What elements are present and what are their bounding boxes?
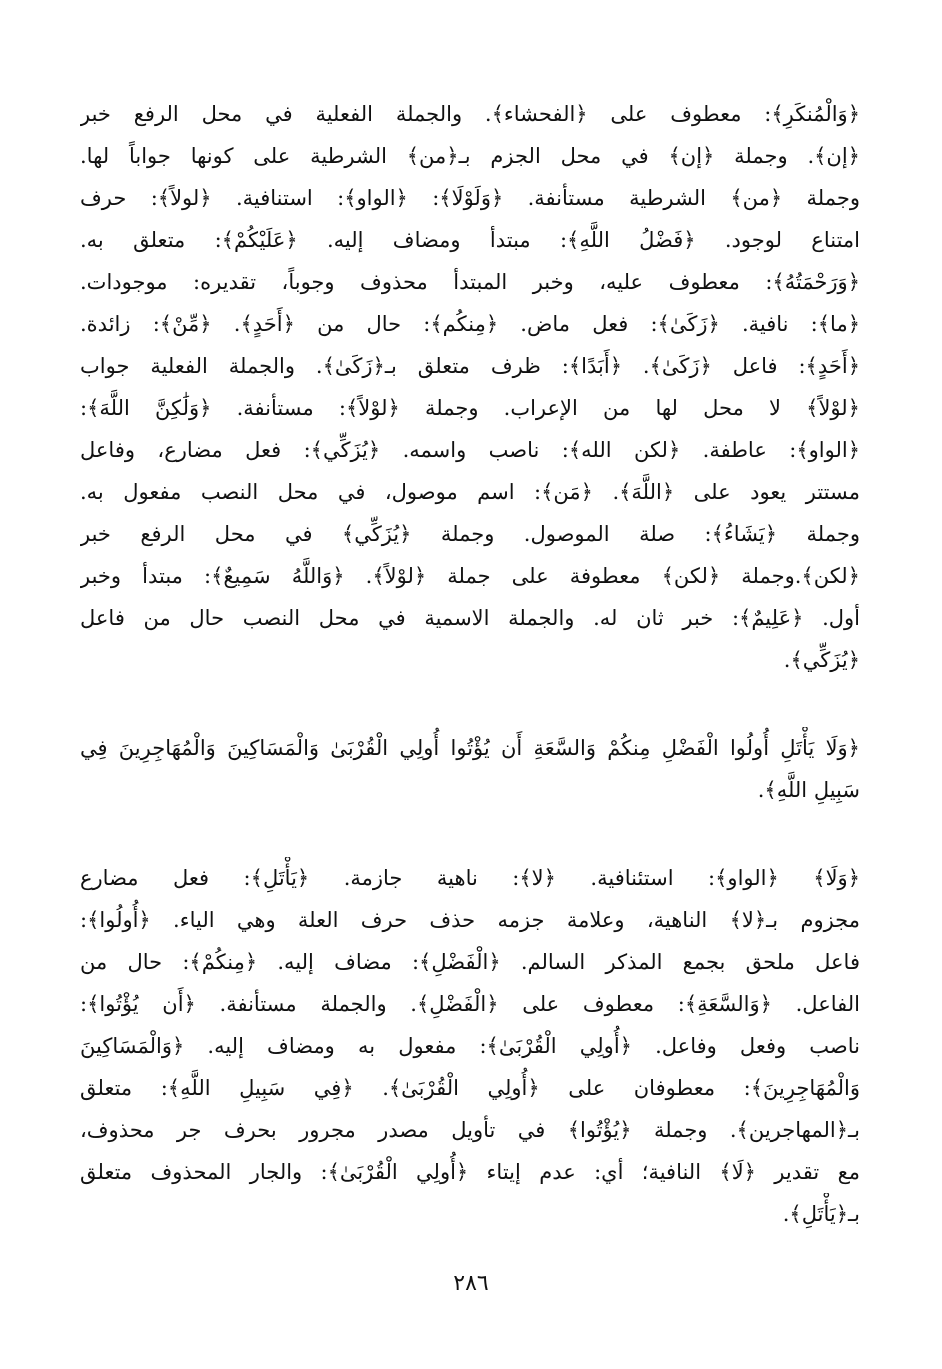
text-line: وجملة ﴿من﴾ الشرطية مستأنفة. ﴿وَلَوْلَا﴾: ﴿الواو﴾: استنافية. ﴿لولاً﴾: حرف (80, 186, 860, 210)
text-line: ﴿أَحَدٍ﴾: فاعل ﴿زَكَىٰ﴾. ﴿أَبَدًا﴾: ظرف متعلق بـ﴿زَكَىٰ﴾. والجملة الفعلية جواب (80, 354, 860, 378)
text-line: ﴿وَرَحْمَتُهُ﴾: معطوف عليه، وخبر المبتدأ محذوف وجوباً، تقديره: موجودات. (80, 270, 860, 294)
text-line: ﴿ما﴾: نافية. ﴿زَكَىٰ﴾: فعل ماض. ﴿مِنكُم﴾: حال من ﴿أَحَدٍ﴾. ﴿مِّنْ﴾: زائدة. (80, 312, 860, 336)
text-line: ﴿يُزَكِّي﴾. (783, 648, 860, 672)
verse-line: سَبِيلِ اللَّهِ﴾. (757, 778, 860, 802)
grammar-analysis-paragraph-2 (80, 857, 860, 1235)
text-line: ﴿وَالْمُنكَرِ﴾: معطوف على ﴿الفحشاء﴾. والجملة الفعلية في محل الرفع خبر (80, 102, 860, 126)
text-line: مجزوم بـ﴿لا﴾ الناهية، وعلامة جزمه حذف حرف العلة وهي الياء. ﴿أُولُوا﴾: (80, 908, 860, 932)
text-line: فاعل ملحق بجمع المذكر السالم. ﴿الْفَضْلِ﴾: مضاف إليه. ﴿مِنكُمْ﴾: حال من (80, 950, 860, 974)
text-line: امتناع لوجود. ﴿فَضْلُ اللَّهِ﴾: مبتدأ ومضاف إليه. ﴿عَلَيْكُمْ﴾: متعلق به. (80, 228, 860, 252)
text-line: ﴿الواو﴾: عاطفة. ﴿لكن الله﴾: ناصب واسمه. ﴿يُزَكِّي﴾: فعل مضارع، وفاعل (80, 438, 860, 462)
text-line: وَالْمُهَاجِرِينَ﴾: معطوفان على ﴿أُولِي الْقُرْبَىٰ﴾. ﴿فِي سَبِيلِ اللَّهِ﴾: متعلق (80, 1076, 860, 1100)
quran-verse (80, 727, 860, 811)
text-line: ﴿لوْلاً﴾ لا محل لها من الإعراب. وجملة ﴿لوْلاً﴾: مستأنفة. ﴿وَلَٰكِنَّ اللَّهَ﴾: (80, 396, 860, 420)
text-line: بـ﴿المهاجرين﴾. وجملة ﴿يُؤْتُوا﴾ في تأويل مصدر مجرور بحرف جر محذوف، (80, 1118, 860, 1142)
text-line: مع تقدير ﴿لَا﴾ النافية؛ أي: عدم إيتاء ﴿أُولِي الْقُرْبَىٰ﴾: والجار المحذوف متعلق (80, 1160, 860, 1184)
page-number: ٢٨٦ (453, 1271, 489, 1296)
text-line: ﴿إن﴾. وجملة ﴿إن﴾ في محل الجزم بـ﴿من﴾ الشرطية على كونها جواباً لها. (80, 144, 860, 168)
verse-line: ﴿وَلَا يَأْتَلِ أُولُوا الْفَضْلِ مِنكُمْ وَالسَّعَةِ أَن يُؤْتُوا أُولِي الْقُرْبَىٰ وَالْمَسَاكِينَ وَالْمُهَاجِرِينَ فِي (80, 736, 860, 760)
text-line: وجملة ﴿يَشَاءُ﴾: صلة الموصول. وجملة ﴿يُزَكِّي﴾ في محل الرفع خبر (80, 522, 860, 546)
text-line: مستتر يعود على ﴿اللَّهَ﴾. ﴿مَن﴾: اسم موصول، في محل النصب مفعول به. (80, 480, 860, 504)
text-line: الفاعل. ﴿وَالسَّعَةِ﴾: معطوف على ﴿الْفَضْلِ﴾. والجملة مستأنفة. ﴿أَن يُؤْتُوا﴾: (80, 992, 860, 1016)
text-line: أول. ﴿عَلِيمٌ﴾: خبر ثان له. والجملة الاسمية في محل النصب حال من فاعل (80, 606, 860, 630)
text-line: ﴿وَلَا﴾ ﴿الواو﴾: استئنافية. ﴿لا﴾: ناهية جازمة. ﴿يَأْتَلِ﴾: فعل مضارع (80, 866, 860, 890)
text-line: ناصب وفعل وفاعل. ﴿أُولِي الْقُرْبَىٰ﴾: مفعول به ومضاف إليه. ﴿وَالْمَسَاكِينَ (80, 1034, 860, 1058)
text-line: بـ﴿يَأْتَلِ﴾. (782, 1202, 860, 1226)
text-line: ﴿لكن﴾.وجملة ﴿لكن﴾ معطوفة على جملة ﴿لوْلاً﴾. ﴿وَاللَّهُ سَمِيعٌ﴾: مبتدأ وخبر (80, 564, 860, 588)
grammar-analysis-paragraph-1 (80, 93, 860, 681)
